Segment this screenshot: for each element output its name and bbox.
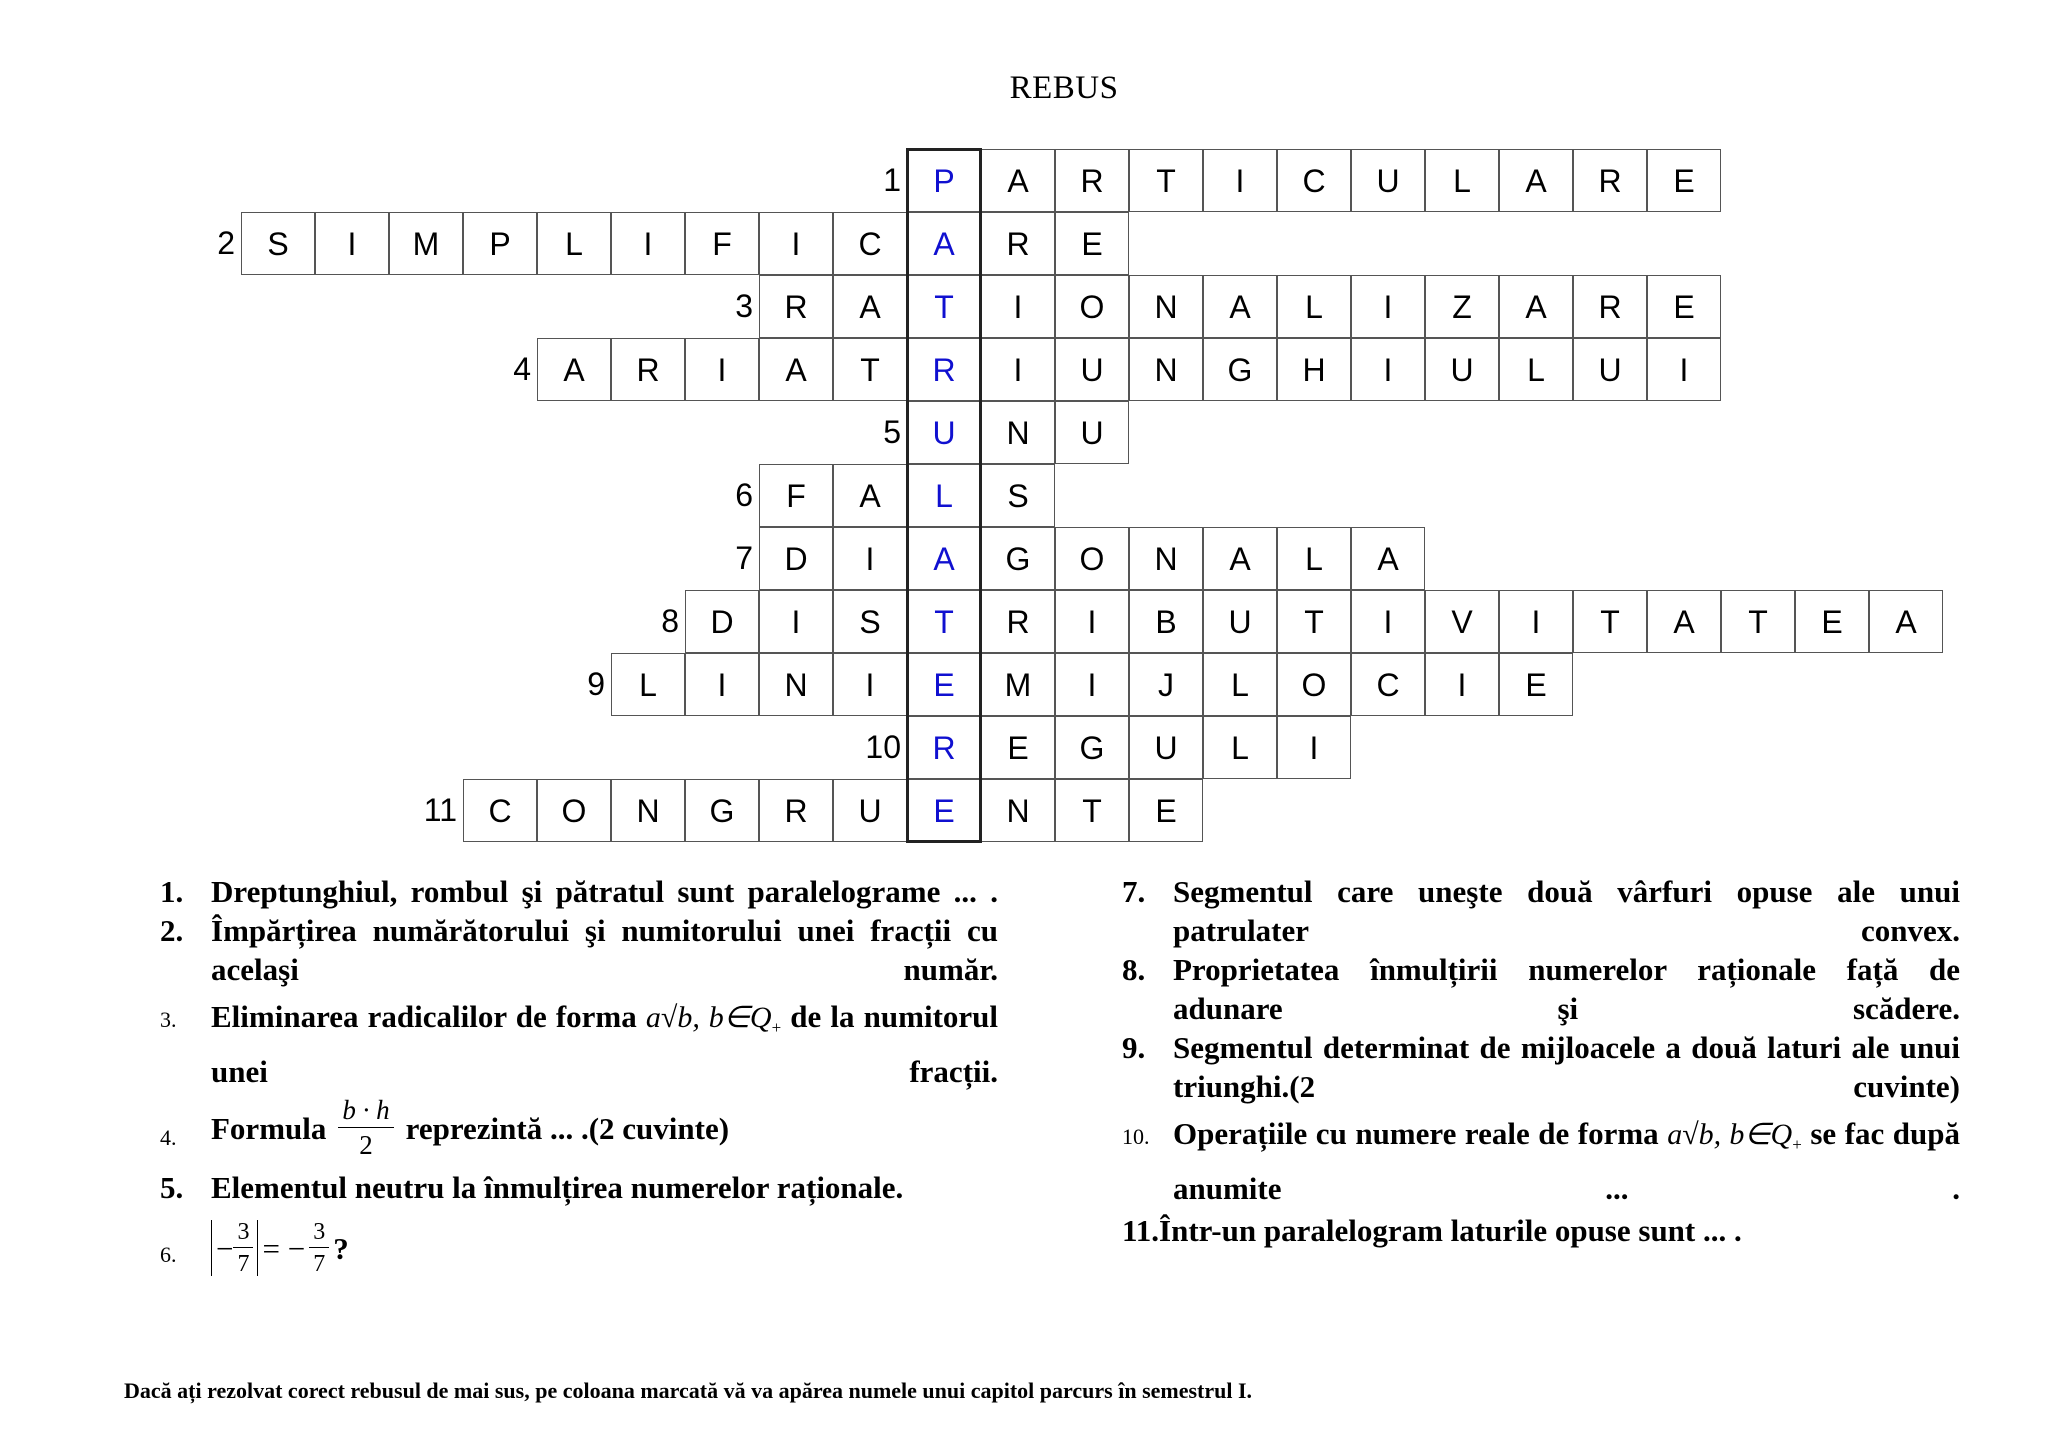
letter-cell[interactable]: D <box>759 527 833 590</box>
key-column-cell[interactable]: U <box>907 401 981 464</box>
letter-cell[interactable]: C <box>1351 653 1425 716</box>
letter-cell[interactable]: I <box>833 527 907 590</box>
letter-cell[interactable]: I <box>1647 338 1721 401</box>
clue-row-number: 10 <box>865 729 901 765</box>
clue-row-number: 2 <box>217 225 235 261</box>
page-title: REBUS <box>1009 70 1119 106</box>
letter-cell[interactable]: M <box>981 653 1055 716</box>
letter-cell[interactable]: L <box>1203 716 1277 779</box>
key-column-cell[interactable]: E <box>907 653 981 716</box>
letter-cell[interactable]: U <box>833 779 907 842</box>
letter-cell[interactable]: A <box>1203 527 1277 590</box>
letter-cell[interactable]: A <box>1351 527 1425 590</box>
clue-text: Într-un paralelogram laturile opuse sunt ... . <box>1159 1213 1742 1248</box>
letter-cell[interactable]: I <box>981 275 1055 338</box>
clue-row-number: 5 <box>883 414 901 450</box>
footer-instruction: Dacă ați rezolvat corect rebusul de mai sus, pe coloana marcată vă va apărea numele unui capitol parcurs în semestrul I. <box>124 1378 1253 1403</box>
letter-cell[interactable]: I <box>1425 653 1499 716</box>
letter-cell[interactable]: F <box>685 212 759 275</box>
letter-cell[interactable]: I <box>1499 590 1573 653</box>
clue-text-end: se fac după anumite ... . <box>1173 1116 1961 1206</box>
letter-cell[interactable]: T <box>1721 590 1795 653</box>
clue-number: 6. <box>160 1242 177 1267</box>
clue-number: 4. <box>160 1125 177 1150</box>
clue-number: 9. <box>1122 1030 1146 1065</box>
letter-cell[interactable]: A <box>537 338 611 401</box>
letter-cell[interactable]: N <box>759 653 833 716</box>
area-formula-fraction: $\frac{b \cdot h}{2}$ <box>338 1097 393 1159</box>
letter-cell[interactable]: U <box>1055 338 1129 401</box>
letter-cell[interactable]: I <box>1351 590 1425 653</box>
letter-cell[interactable]: A <box>981 149 1055 212</box>
clue-text: Împărțirea numărătorului şi numitorului unei fracții cu acelaşi număr. <box>211 913 998 987</box>
clue-number: 8. <box>1122 952 1146 987</box>
letter-cell[interactable]: M <box>389 212 463 275</box>
letter-cell[interactable]: A <box>833 275 907 338</box>
letter-cell[interactable]: A <box>1499 275 1573 338</box>
clue-number: 5. <box>160 1170 184 1205</box>
letter-cell[interactable]: G <box>1203 338 1277 401</box>
clue-text-end: reprezintă ... .(2 cuvinte) <box>405 1110 730 1146</box>
key-column-cell[interactable]: T <box>907 590 981 653</box>
letter-cell[interactable]: U <box>1573 338 1647 401</box>
letter-cell[interactable]: R <box>759 779 833 842</box>
equals-sign: = − <box>262 1230 306 1266</box>
letter-cell[interactable]: I <box>1351 275 1425 338</box>
letter-cell[interactable]: T <box>1277 590 1351 653</box>
letter-cell[interactable]: S <box>833 590 907 653</box>
letter-cell[interactable]: I <box>1277 716 1351 779</box>
clue-row-number: 7 <box>735 540 753 576</box>
letter-cell[interactable]: N <box>981 779 1055 842</box>
letter-cell[interactable]: N <box>981 401 1055 464</box>
letter-cell[interactable]: U <box>1129 716 1203 779</box>
key-column-cell[interactable]: R <box>907 716 981 779</box>
clue-number: 11. <box>1122 1213 1160 1248</box>
letter-cell[interactable]: S <box>981 464 1055 527</box>
letter-cell[interactable]: G <box>1055 716 1129 779</box>
clue-11 <box>1122 1211 1960 1250</box>
letter-cell[interactable]: E <box>1647 149 1721 212</box>
clue-text: Segmentul care uneşte două vârfuri opuse ale unui patrulater convex. <box>1173 874 1960 948</box>
letter-cell[interactable]: A <box>1869 590 1943 653</box>
letter-cell[interactable]: L <box>537 212 611 275</box>
letter-cell[interactable]: U <box>1055 401 1129 464</box>
letter-cell[interactable]: I <box>685 653 759 716</box>
clue-9 <box>1122 1028 1960 1106</box>
key-column-cell[interactable]: P <box>907 149 981 212</box>
letter-cell[interactable]: R <box>1573 275 1647 338</box>
clue-number: 3. <box>160 1007 177 1032</box>
clues-right <box>1122 872 1960 1250</box>
letter-cell[interactable]: E <box>1055 212 1129 275</box>
letter-cell[interactable]: I <box>315 212 389 275</box>
letter-cell[interactable]: I <box>1055 653 1129 716</box>
clue-row-number: 4 <box>513 351 531 387</box>
letter-cell[interactable]: R <box>1055 149 1129 212</box>
letter-cell[interactable]: O <box>537 779 611 842</box>
radical-expression: a√b, $b\in Q_+$ <box>1667 1118 1802 1154</box>
letter-cell[interactable]: H <box>1277 338 1351 401</box>
clue-7 <box>1122 872 1960 950</box>
clue-1 <box>160 872 998 911</box>
letter-cell[interactable]: T <box>1129 149 1203 212</box>
letter-cell[interactable]: I <box>1351 338 1425 401</box>
clue-text: Operațiile cu numere reale de forma <box>1173 1116 1659 1151</box>
clue-text-end: de la numitorul unei fracții. <box>211 999 999 1089</box>
key-column-cell[interactable]: R <box>907 338 981 401</box>
letter-cell[interactable]: T <box>1573 590 1647 653</box>
clue-5 <box>160 1168 998 1207</box>
letter-cell[interactable]: U <box>1351 149 1425 212</box>
letter-cell[interactable]: F <box>759 464 833 527</box>
letter-cell[interactable]: R <box>981 212 1055 275</box>
clue-3 <box>160 995 998 1094</box>
letter-cell[interactable]: L <box>1203 653 1277 716</box>
absolute-value: − $\frac{3}{7}$ <box>211 1220 258 1276</box>
letter-cell[interactable]: R <box>759 275 833 338</box>
letter-cell[interactable]: A <box>833 464 907 527</box>
letter-cell[interactable]: A <box>1203 275 1277 338</box>
letter-cell[interactable]: I <box>1203 149 1277 212</box>
clue-6 <box>160 1211 998 1285</box>
letter-cell[interactable]: S <box>241 212 315 275</box>
clue-text: Formula <box>211 1110 327 1146</box>
letter-cell[interactable]: U <box>1203 590 1277 653</box>
letter-cell[interactable]: E <box>981 716 1055 779</box>
letter-cell[interactable]: R <box>611 338 685 401</box>
letter-cell[interactable]: U <box>1425 338 1499 401</box>
letter-cell[interactable]: L <box>611 653 685 716</box>
letter-cell[interactable]: O <box>1277 653 1351 716</box>
clue-row-number: 1 <box>883 162 901 198</box>
letter-cell[interactable]: V <box>1425 590 1499 653</box>
key-column-cell[interactable]: L <box>907 464 981 527</box>
letter-cell[interactable]: I <box>1055 590 1129 653</box>
clues-left <box>160 872 998 1285</box>
letter-cell[interactable]: T <box>833 338 907 401</box>
clue-10 <box>1122 1112 1960 1211</box>
clue-row-number: 9 <box>587 666 605 702</box>
letter-cell[interactable]: L <box>1499 338 1573 401</box>
rhs-fraction: $\frac{3}{7}$ <box>309 1220 329 1276</box>
letter-cell[interactable]: N <box>611 779 685 842</box>
letter-cell[interactable]: I <box>759 590 833 653</box>
letter-cell[interactable]: I <box>833 653 907 716</box>
letter-cell[interactable]: O <box>1055 275 1129 338</box>
letter-cell[interactable]: I <box>685 338 759 401</box>
letter-cell[interactable]: J <box>1129 653 1203 716</box>
letter-cell[interactable]: N <box>1129 275 1203 338</box>
letter-cell[interactable]: L <box>1425 149 1499 212</box>
clue-number: 2. <box>160 913 184 948</box>
radical-expression: a√b, $b\in Q_+$ <box>645 1001 782 1037</box>
letter-cell[interactable]: B <box>1129 590 1203 653</box>
letter-cell[interactable]: E <box>1647 275 1721 338</box>
key-column-cell[interactable]: A <box>907 212 981 275</box>
letter-cell[interactable]: L <box>1277 527 1351 590</box>
clue-2 <box>160 911 998 989</box>
letter-cell[interactable]: N <box>1129 527 1203 590</box>
clue-text: Dreptunghiul, rombul şi pătratul sunt paralelograme ... . <box>211 874 998 909</box>
key-column-cell[interactable]: E <box>907 779 981 842</box>
letter-cell[interactable]: Z <box>1425 275 1499 338</box>
clue-number: 7. <box>1122 874 1146 909</box>
letter-cell[interactable]: N <box>1129 338 1203 401</box>
letter-cell[interactable]: A <box>1647 590 1721 653</box>
clue-row-number: 3 <box>735 288 753 324</box>
clue-8 <box>1122 950 1960 1028</box>
clue-text: Eliminarea radicalilor de forma <box>211 999 637 1034</box>
key-column-cell[interactable]: A <box>907 527 981 590</box>
clue-row-number: 8 <box>661 603 679 639</box>
letter-cell[interactable]: R <box>981 590 1055 653</box>
clue-row-number: 6 <box>735 477 753 513</box>
letter-cell[interactable]: G <box>685 779 759 842</box>
key-column-cell[interactable]: T <box>907 275 981 338</box>
letter-cell[interactable]: A <box>759 338 833 401</box>
letter-cell[interactable]: D <box>685 590 759 653</box>
letter-cell[interactable]: E <box>1795 590 1869 653</box>
letter-cell[interactable]: I <box>759 212 833 275</box>
letter-cell[interactable]: R <box>1573 149 1647 212</box>
clue-text: Elementul neutru la înmulțirea numerelor raționale. <box>211 1170 904 1205</box>
letter-cell[interactable]: G <box>981 527 1055 590</box>
letter-cell[interactable]: T <box>1055 779 1129 842</box>
letter-cell[interactable]: I <box>981 338 1055 401</box>
clue-text: Segmentul determinat de mijloacele a două laturi ale unui triunghi.(2 cuvinte) <box>1173 1030 1960 1104</box>
clue-row-number: 11 <box>423 792 457 828</box>
clue-4 <box>160 1096 998 1160</box>
clue-number: 10. <box>1122 1124 1150 1149</box>
letter-cell[interactable]: L <box>1277 275 1351 338</box>
letter-cell[interactable]: A <box>1499 149 1573 212</box>
letter-cell[interactable]: E <box>1129 779 1203 842</box>
letter-cell[interactable]: P <box>463 212 537 275</box>
letter-cell[interactable]: C <box>1277 149 1351 212</box>
letter-cell[interactable]: I <box>611 212 685 275</box>
clue-text: Proprietatea înmulțirii numerelor raționale față de adunare şi scădere. <box>1173 952 1960 1026</box>
letter-cell[interactable]: O <box>1055 527 1129 590</box>
question-mark: ? <box>333 1230 349 1266</box>
letter-cell[interactable]: E <box>1499 653 1573 716</box>
letter-cell[interactable]: C <box>463 779 537 842</box>
clue-number: 1. <box>160 874 184 909</box>
letter-cell[interactable]: C <box>833 212 907 275</box>
